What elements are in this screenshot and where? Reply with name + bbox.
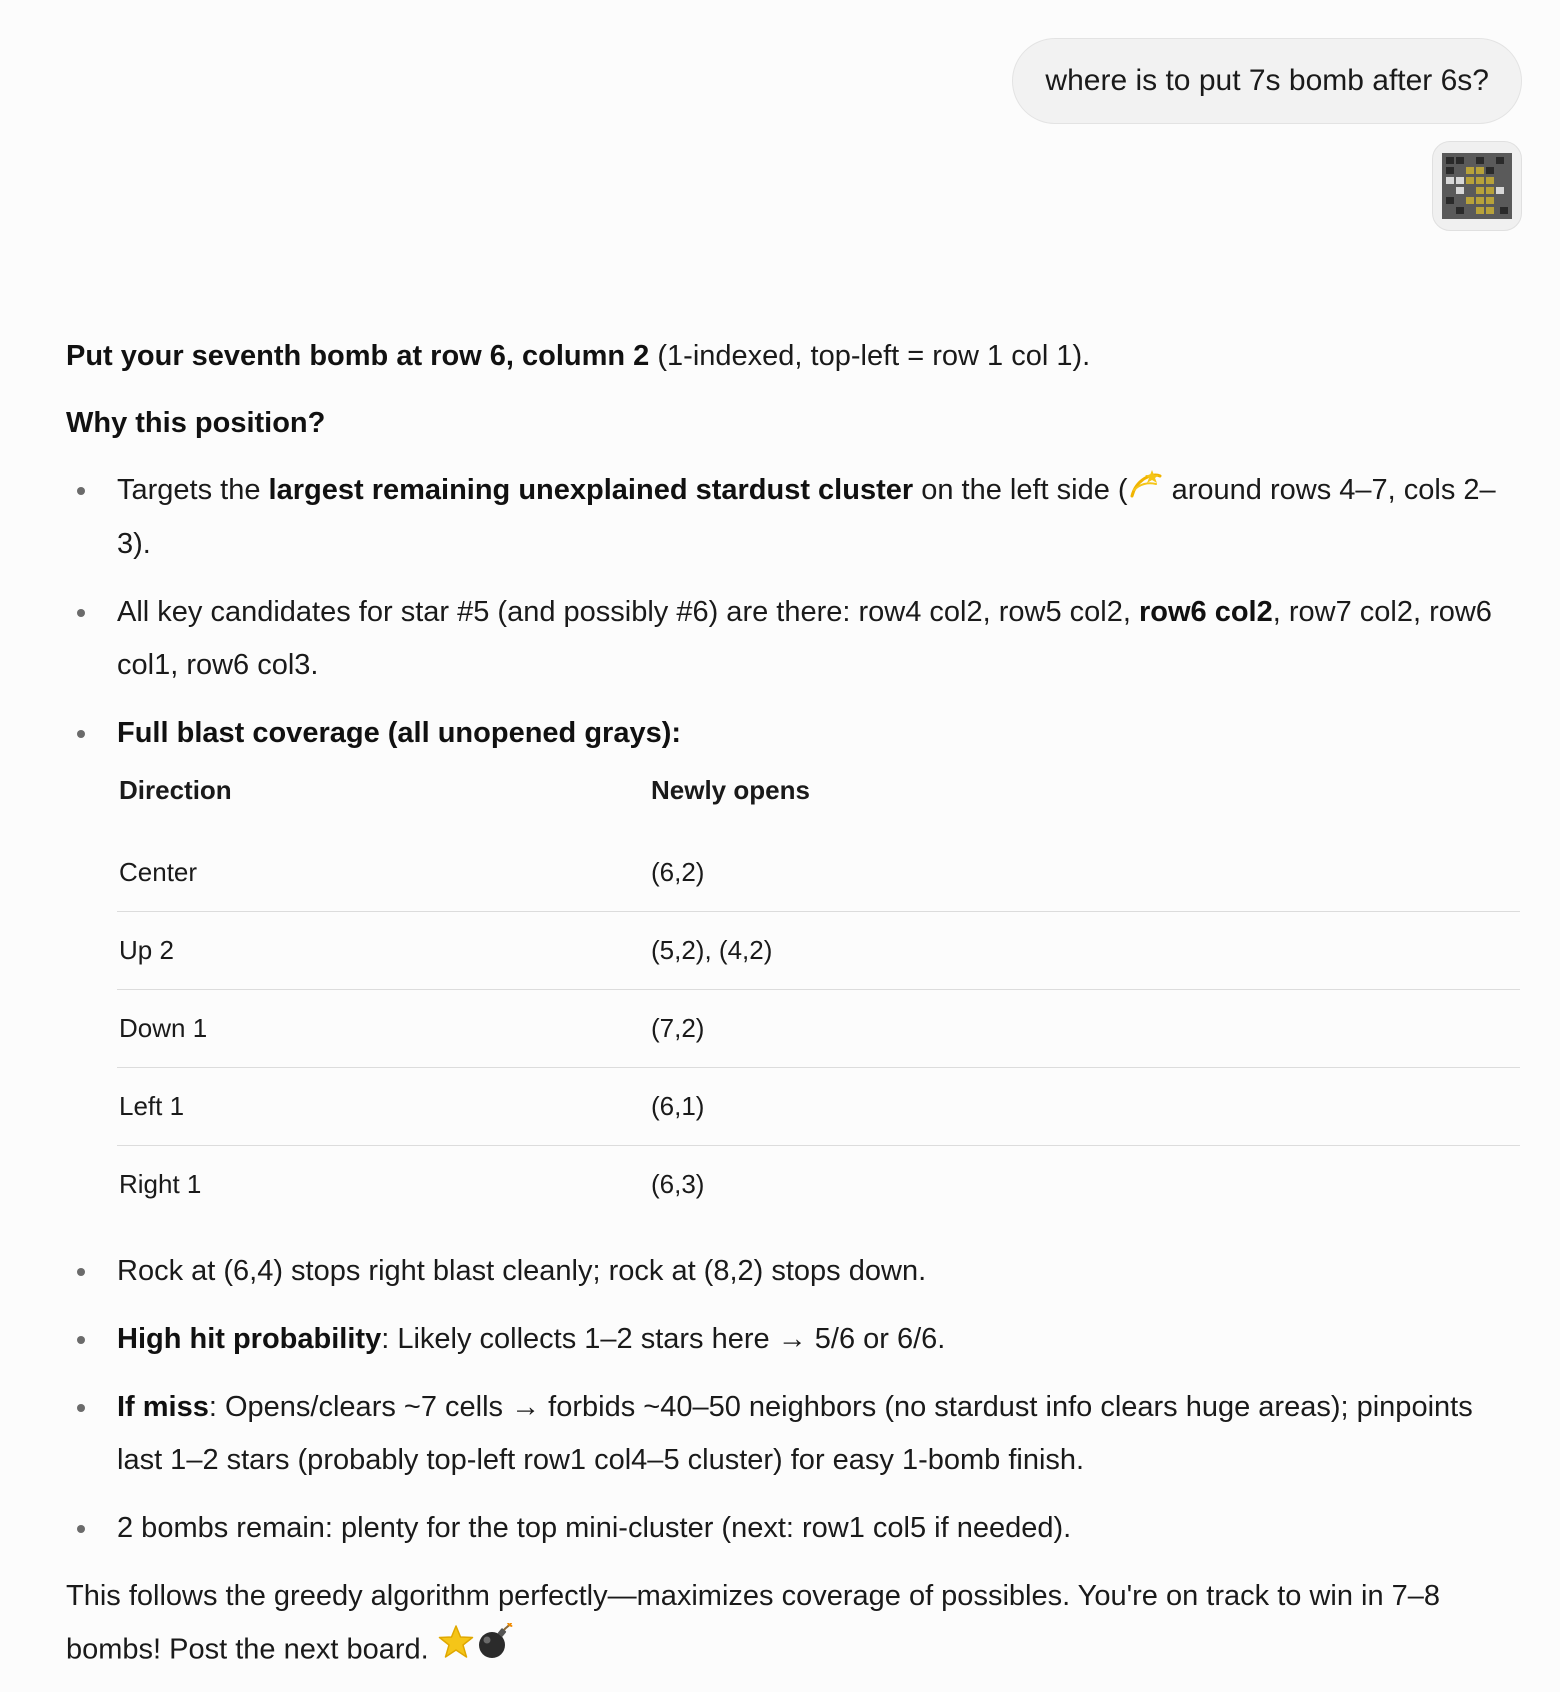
attachment-thumbnail[interactable]	[1432, 141, 1522, 231]
response-lead	[66, 330, 1520, 383]
table-header-direction: Direction	[119, 774, 232, 805]
table-cell: (6,2)	[651, 856, 705, 887]
why-heading	[66, 397, 1520, 450]
lead-bold: Put your seventh bomb at row 6, column 2	[66, 340, 650, 372]
b6-bold: If miss	[117, 1390, 209, 1423]
table-cell: (6,3)	[649, 1145, 1520, 1223]
blast-coverage-table	[117, 768, 1520, 1223]
b2-post: , row7 col2, row6 col1, row6 col3.	[117, 595, 1492, 681]
why-heading-text: Why this position?	[66, 407, 326, 439]
b1-post-after-icon: around rows 4–7, cols 2–3).	[117, 474, 1496, 560]
table-row	[117, 1145, 1520, 1223]
table-cell: (7,2)	[649, 989, 1520, 1067]
board-thumbnail-image	[1442, 153, 1512, 219]
list-item	[66, 1381, 1520, 1487]
b3-bold: Full blast coverage (all unopened grays):	[117, 716, 682, 749]
blast-coverage-table-wrap	[117, 768, 1520, 1223]
user-message-bubble	[1012, 38, 1522, 124]
reason-list	[66, 464, 1520, 760]
b4-text: Rock at (6,4) stops right blast cleanly; rock at (8,2) stops down.	[117, 1254, 927, 1287]
b5-post: : Likely collects 1–2 stars here → 5/6 or 6/6.	[381, 1322, 946, 1355]
table-cell: Right 1	[117, 1145, 649, 1223]
table-row	[117, 834, 1520, 912]
table-row	[117, 911, 1520, 989]
b1-bold: largest remaining unexplained stardust cluster	[268, 474, 914, 506]
lead-rest: (1-indexed, top-left = row 1 col 1).	[649, 340, 1091, 372]
star-icon	[437, 1624, 475, 1678]
list-item	[66, 1313, 1520, 1366]
b7-text: 2 bombs remain: plenty for the top mini-cluster (next: row1 col5 if needed).	[117, 1511, 1072, 1544]
table-cell: Down 1	[117, 989, 649, 1067]
list-item	[66, 1502, 1520, 1555]
b1-post-before-icon: on the left side (	[913, 474, 1128, 506]
bomb-icon	[475, 1623, 513, 1679]
table-cell: (6,1)	[649, 1067, 1520, 1145]
table-row	[117, 1067, 1520, 1145]
table-cell: (5,2), (4,2)	[649, 911, 1520, 989]
b2-pre: All key candidates for star #5 (and possibly #6) are there: row4 col2, row5 col2,	[117, 595, 1139, 628]
list-item	[66, 586, 1520, 692]
table-header-newly-opens: Newly opens	[651, 774, 810, 805]
dizzy-star-icon	[1128, 465, 1164, 518]
table-cell: Left 1	[117, 1067, 649, 1145]
closing-text: This follows the greedy algorithm perfectly—maximizes coverage of possibles. You're on track to win in 7–8 bombs! Post the next board.	[66, 1579, 1441, 1666]
closing-paragraph	[66, 1570, 1520, 1679]
b5-bold: High hit probability	[117, 1322, 382, 1355]
table-cell: Up 2	[117, 911, 649, 989]
reason-list-continued	[66, 1245, 1520, 1555]
list-item	[66, 464, 1520, 571]
b1-pre: Targets the	[117, 474, 269, 506]
b6-post: : Opens/clears ~7 cells → forbids ~40–50 neighbors (no stardust info clears huge areas); pinpoints last 1–2 stars (probably top-left row1 col4–5 cluster) for easy 1-bomb finish.	[117, 1390, 1473, 1476]
table-cell: Center	[119, 856, 198, 887]
list-item	[66, 707, 1520, 760]
assistant-response	[66, 330, 1520, 1679]
table-row	[117, 989, 1520, 1067]
b2-bold: row6 col2	[1138, 595, 1273, 628]
list-item	[66, 1245, 1520, 1298]
user-message-text: where is to put 7s bomb after 6s?	[1045, 64, 1489, 97]
